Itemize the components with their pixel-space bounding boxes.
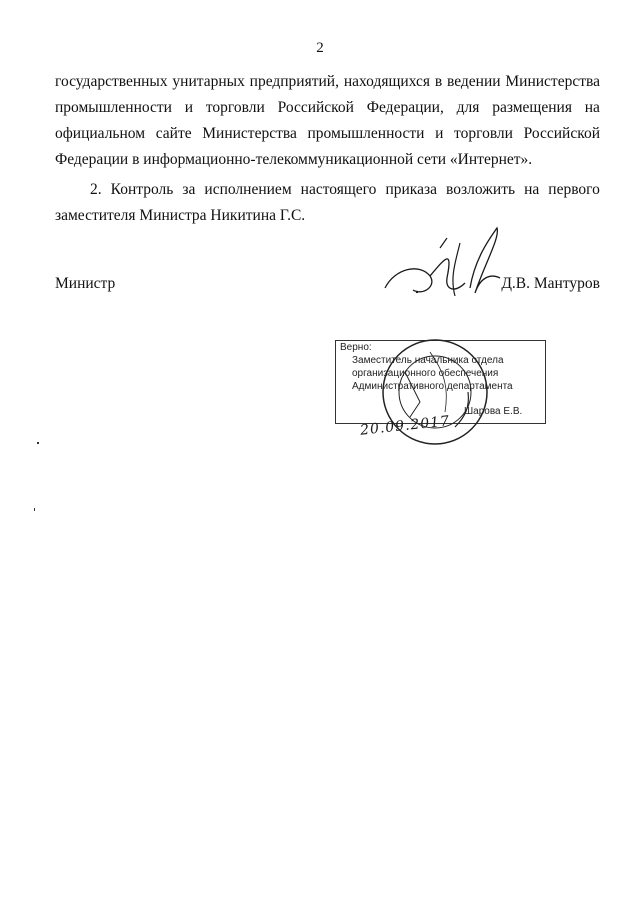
text-line [55, 98, 600, 118]
word: возложить [446, 181, 516, 198]
word: и [435, 125, 444, 142]
certification-signer: Шарова Е.В. [464, 406, 523, 417]
word: промышленности [307, 125, 425, 142]
text-line [90, 180, 600, 200]
word: заместителя Министра Никитина Г.С. [55, 207, 306, 224]
word: и [184, 99, 194, 116]
handwritten-date: 20.09.2017 [359, 413, 451, 439]
word: сайте [155, 125, 192, 142]
word: Министерства [202, 125, 297, 142]
word: Федерации, [366, 99, 444, 116]
word: ведении [447, 73, 501, 90]
word: размещения [492, 99, 572, 116]
minister-title: Министр [55, 275, 116, 292]
word: Министерства [505, 73, 600, 90]
certification-line-2: организационного обеспечения [352, 368, 499, 379]
minister-name: Д.В. Мантуров [501, 275, 600, 292]
text-line [55, 124, 600, 144]
word: для [456, 99, 480, 116]
certification-verno: Верно: [340, 342, 372, 353]
word: первого [548, 181, 600, 198]
word: предприятий, [249, 73, 339, 90]
certification-line-1: Заместитель начальника отдела [352, 355, 504, 366]
word: за [182, 181, 196, 198]
word: промышленности [55, 99, 172, 116]
word: официальном [55, 125, 146, 142]
word: исполнением [204, 181, 292, 198]
certification-line-3: Административного департамента [352, 381, 513, 392]
text-line [55, 150, 600, 170]
word: на [584, 99, 600, 116]
official-stamp [370, 332, 500, 457]
page-number: 2 [316, 40, 324, 56]
word: настоящего [300, 181, 377, 198]
word: Российской [523, 125, 600, 142]
word: Российской [277, 99, 354, 116]
word: 2. [90, 181, 102, 198]
word: приказа [385, 181, 437, 198]
handwritten-signature [375, 218, 515, 308]
text-line [55, 72, 600, 92]
scan-speck [34, 508, 35, 511]
word: торговли [205, 99, 265, 116]
word: унитарных [172, 73, 245, 90]
text-line [55, 206, 600, 226]
word: в [434, 73, 443, 90]
scan-speck [37, 442, 39, 444]
word: торговли [454, 125, 513, 142]
word: на [524, 181, 540, 198]
word: Контроль [110, 181, 174, 198]
word: Федерации в информационно-телекоммуникационной сети «Интернет». [55, 151, 533, 168]
word: государственных [55, 73, 168, 90]
word: находящихся [343, 73, 431, 90]
